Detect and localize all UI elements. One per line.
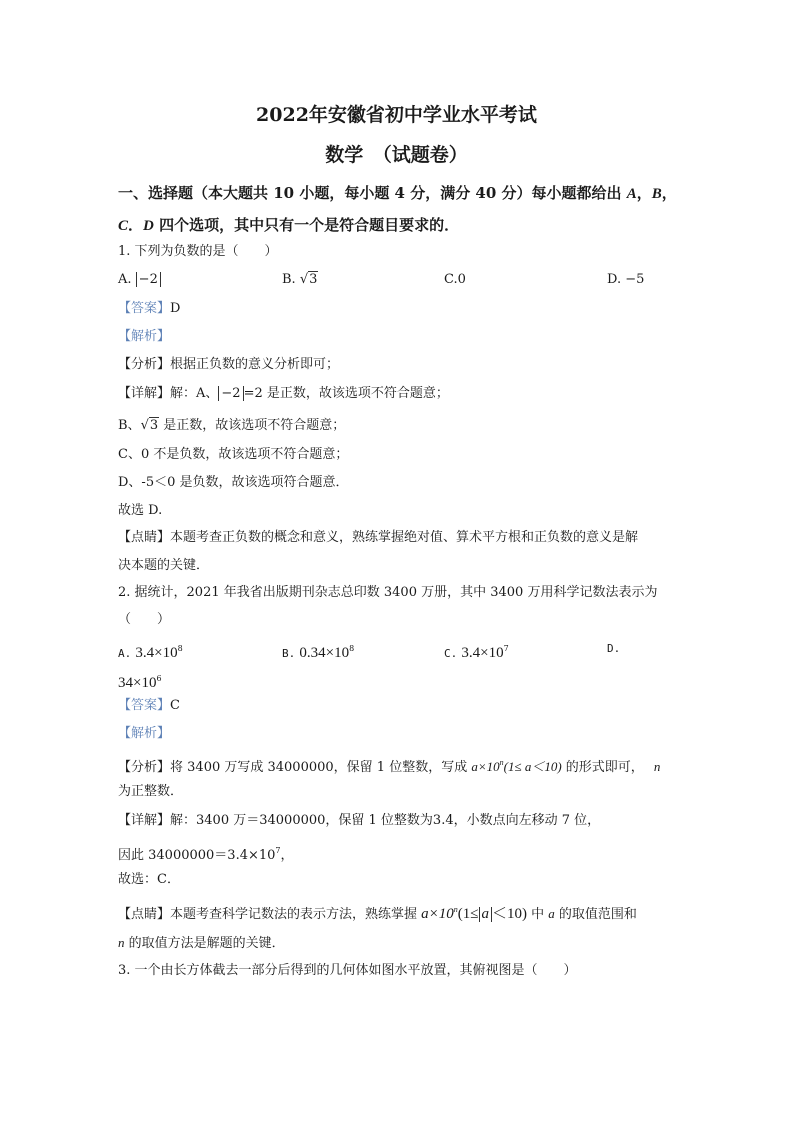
fenxi-text: 将 3400 万写成 34000000，保留 1 位整数，写成	[170, 760, 472, 775]
section-header-text: 一、选择题（本大题共 10 小题，每小题 4 分，满分 40 分）每小题都给出	[118, 184, 627, 202]
abs-expression: a	[479, 907, 493, 922]
punct: ．	[128, 216, 144, 234]
q2-fenxi	[118, 754, 660, 777]
answer-value: D	[170, 301, 181, 316]
option-value: 34×10	[118, 675, 157, 691]
q1-choose: 故选 D.	[118, 503, 163, 518]
answer-value: C	[170, 698, 180, 713]
q1-option-c	[444, 271, 466, 289]
q1-analysis-label: 【解析】	[118, 329, 171, 344]
xiangjie-text: 解：3400 万＝34000000，保留 1 位整数为3.4，小数点向左移动 7 位，	[170, 813, 601, 828]
dianjing-text: 的取值方法是解题的关键．	[124, 936, 285, 951]
q1-fenxi	[118, 356, 339, 374]
q1-dianjing	[118, 529, 638, 547]
math-expression: a×10	[471, 759, 500, 774]
q2-option-a	[118, 640, 183, 663]
q1-line-b	[118, 417, 345, 435]
xiangjie-text: 解：A、	[170, 386, 219, 401]
line-text: 是正数，故该选项不符合题意；	[159, 418, 346, 433]
answer-label: 【答案】	[118, 301, 171, 316]
radicand: 3	[149, 418, 159, 433]
option-label: D.	[607, 642, 621, 655]
question-1-stem: 1. 下列为负数的是（ ）	[118, 244, 278, 259]
fenxi-label: 【分析】	[118, 357, 171, 372]
option-letter-a: A	[626, 186, 637, 202]
q1-line-c: C、0 不是负数，故该选项不符合题意；	[118, 447, 349, 462]
page-title: 2022年安徽省初中学业水平考试	[256, 104, 537, 126]
option-label: A.	[118, 272, 132, 287]
punct: ，	[661, 184, 677, 202]
math-variable: n	[653, 759, 661, 774]
math-expression: a×10	[421, 906, 454, 922]
q2-answer	[118, 697, 180, 715]
option-label: B.	[282, 647, 296, 660]
section-header-text: 四个选项，其中只有一个是符合题目要求的．	[153, 216, 460, 234]
q2-dianjing	[118, 901, 637, 924]
q2-choose: 故选：C．	[118, 872, 180, 887]
exponent: 7	[275, 846, 281, 855]
question-3-stem: 3. 一个由长方体截去一部分后得到的几何体如图水平放置，其俯视图是（ ）	[118, 963, 577, 978]
dianjing-text: 本题考查科学记数法的表示方法，熟练掌握	[170, 907, 422, 922]
option-label: C.	[444, 272, 458, 287]
option-value: 0.34×10	[299, 645, 350, 661]
option-value: 3.4×10	[461, 645, 504, 661]
option-label: A.	[118, 647, 132, 660]
option-label: D.	[607, 272, 622, 287]
option-letter-b: B	[651, 186, 662, 202]
abs-expression: −2	[218, 386, 243, 401]
q1-answer	[118, 300, 180, 318]
question-2-stem: 2. 据统计，2021 年我省出版期刊杂志总印数 3400 万册，其中 3400 万用科学记数法表示为	[118, 585, 658, 600]
option-letter-d: D	[143, 218, 154, 234]
line-text: B、	[118, 418, 141, 433]
question-2-stem-cont: （ ）	[118, 612, 171, 627]
option-value: 0	[457, 272, 466, 287]
q2-option-c	[444, 640, 509, 663]
exponent: 7	[503, 644, 509, 653]
page-subtitle: 数学 （试题卷）	[325, 144, 468, 166]
q2-option-b	[282, 640, 354, 663]
exponent: 6	[156, 674, 162, 683]
punct: ，	[636, 184, 652, 202]
section-header-line-1	[118, 184, 677, 203]
math-variable: n	[118, 935, 125, 950]
dianjing-text: 中	[527, 907, 549, 922]
option-value: −5	[625, 272, 645, 287]
exponent: n	[499, 758, 504, 767]
math-variable: a	[548, 906, 555, 921]
xiangjie-label: 【详解】	[118, 813, 171, 828]
q2-option-d-value	[118, 670, 162, 693]
option-value: 3.4×10	[135, 645, 178, 661]
dianjing-text: 本题考查正负数的概念和意义，熟练掌握绝对值、算术平方根和正负数的意义是解	[170, 530, 639, 545]
option-letter-c: C	[118, 218, 129, 234]
math-condition: (1≤	[457, 906, 479, 922]
q1-option-b	[282, 271, 318, 289]
q2-option-d-label	[607, 640, 620, 658]
xiangjie-label: 【详解】	[118, 386, 171, 401]
dianjing-label: 【点睛】	[118, 530, 171, 545]
sqrt-expression: √3	[140, 418, 159, 433]
section-header-line-2	[118, 216, 459, 235]
q1-line-d: D、-5＜0 是负数，故该选项符合题意．	[118, 475, 349, 490]
option-label: C.	[444, 647, 458, 660]
q1-option-a	[118, 271, 161, 289]
math-condition: ＜10)	[492, 906, 528, 922]
dianjing-label: 【点睛】	[118, 907, 171, 922]
punct: ，	[280, 848, 294, 863]
q2-dianjing-cont	[118, 934, 285, 953]
option-value: −2	[136, 272, 161, 287]
q2-yinci	[118, 842, 294, 865]
option-label: B.	[282, 272, 296, 287]
q2-xiangjie	[118, 812, 600, 830]
exponent: 8	[349, 644, 355, 653]
fenxi-text: 的形式即可，	[561, 760, 644, 775]
exponent: 8	[177, 644, 183, 653]
fenxi-label: 【分析】	[118, 760, 171, 775]
q1-option-d	[607, 271, 644, 289]
sqrt-expression: √3	[299, 272, 318, 287]
xiangjie-text: =2 是正数，故该选项不符合题意；	[243, 386, 449, 401]
q2-analysis-label: 【解析】	[118, 726, 171, 741]
q1-dianjing-cont: 决本题的关键．	[118, 558, 210, 573]
fenxi-text: 根据正负数的意义分析即可；	[170, 357, 340, 372]
answer-label: 【答案】	[118, 698, 171, 713]
math-condition: (1≤ a＜10)	[503, 759, 562, 774]
yinci-text: 因此 34000000＝3.4×10	[118, 848, 276, 863]
dianjing-text: 的取值范围和	[554, 907, 637, 922]
option-value: 3	[309, 272, 318, 287]
exponent: n	[453, 905, 458, 914]
q1-xiangjie	[118, 385, 449, 403]
q2-fenxi-cont: 为正整数．	[118, 784, 184, 799]
